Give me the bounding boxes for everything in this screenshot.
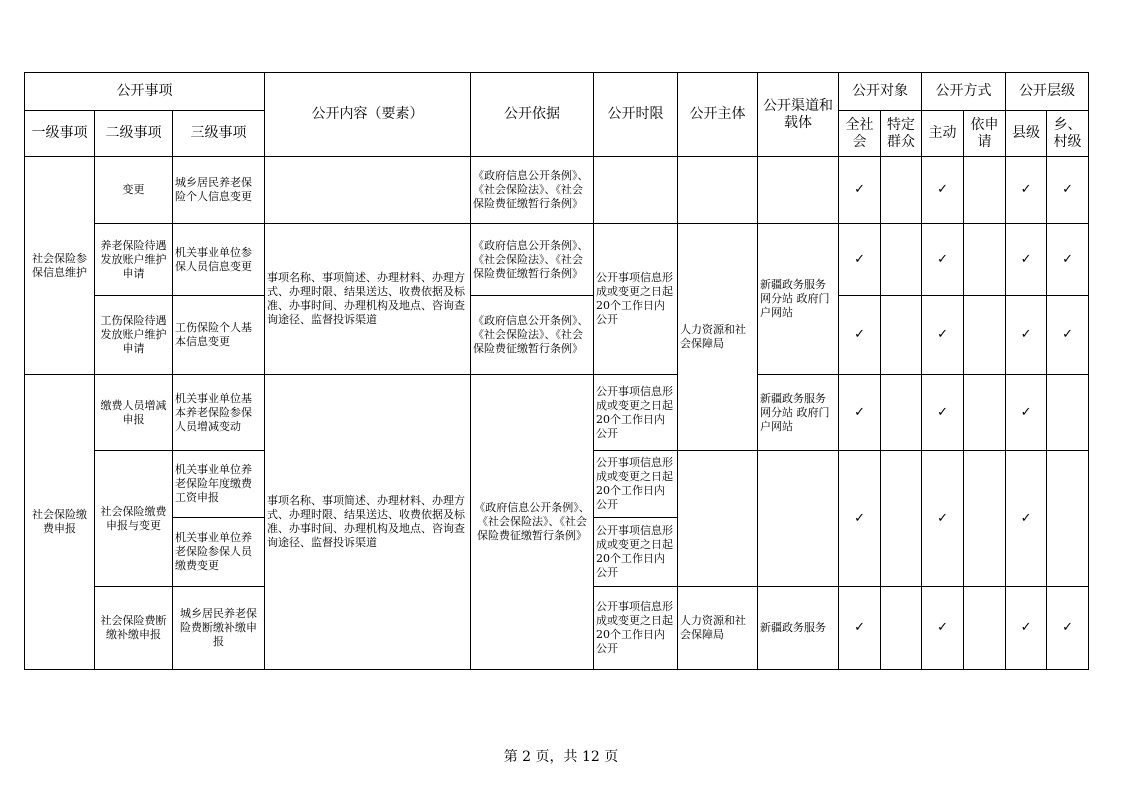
zhuti-cell: 人力资源和社会保障局	[678, 224, 758, 451]
level1-cell: 社会保险缴费申报	[25, 375, 95, 670]
shixian-cell: 公开事项信息形成或变更之日起20个工作日内公开	[594, 518, 678, 587]
level2-cell: 养老保险待遇发放账户维护申请	[95, 224, 173, 296]
neirong-cell: 事项名称、事项简述、办理材料、办理方式、办理时限、结果送达、收费依据及标准、办事时间、办理机构及地点、咨询查询途径、监督投诉渠道	[265, 224, 471, 375]
header-erji: 二级事项	[95, 111, 173, 157]
header-yiju: 公开依据	[471, 73, 594, 157]
check-mark: ✓	[1006, 296, 1047, 375]
qudao-cell	[758, 451, 839, 587]
shixian-cell: 公开事项信息形成或变更之日起20个工作日内公开	[594, 451, 678, 518]
header-zhudong: 主动	[922, 111, 964, 157]
header-cengji: 公开层级	[1006, 73, 1089, 111]
header-teding: 特定群众	[881, 111, 922, 157]
empty-cell	[964, 587, 1006, 670]
empty-cell	[881, 375, 922, 451]
zhuti-cell	[678, 157, 758, 224]
zhuti-cell: 人力资源和社会保障局	[678, 587, 758, 670]
shixian-cell	[594, 157, 678, 224]
header-sanji: 三级事项	[173, 111, 265, 157]
check-mark: ✓	[1047, 587, 1089, 670]
zhuti-cell	[678, 451, 758, 587]
check-mark: ✓	[1006, 375, 1047, 451]
level3-cell: 机关事业单位基本养老保险参保人员增减变动	[173, 375, 265, 451]
header-yiji: 一级事项	[25, 111, 95, 157]
check-mark: ✓	[1006, 587, 1047, 670]
header-quanshehui: 全社会	[839, 111, 881, 157]
check-mark: ✓	[1006, 157, 1047, 224]
yiju-cell: 《政府信息公开条例》、《社会保险法》、《社会保险费征缴暂行条例》	[471, 157, 594, 224]
header-xiangcun: 乡、村级	[1047, 111, 1089, 157]
level2-cell: 缴费人员增减申报	[95, 375, 173, 451]
check-mark: ✓	[922, 451, 964, 587]
empty-cell	[1047, 375, 1089, 451]
header-yishenqing: 依申请	[964, 111, 1006, 157]
level3-cell: 机关事业单位参保人员信息变更	[173, 224, 265, 296]
check-mark: ✓	[1047, 296, 1089, 375]
neirong-cell	[265, 157, 471, 224]
level3-cell: 城乡居民养老保险个人信息变更	[173, 157, 265, 224]
header-shixian: 公开时限	[594, 73, 678, 157]
qudao-cell: 新疆政务服务	[758, 587, 839, 670]
check-mark: ✓	[1047, 157, 1089, 224]
qudao-cell: 新疆政务服务网分站 政府门户网站	[758, 224, 839, 375]
empty-cell	[964, 296, 1006, 375]
yiju-cell: 《政府信息公开条例》、《社会保险法》、《社会保险费征缴暂行条例》	[471, 375, 594, 670]
empty-cell	[964, 224, 1006, 296]
check-mark: ✓	[839, 587, 881, 670]
level2-cell: 变更	[95, 157, 173, 224]
level3-cell: 机关事业单位养老保险参保人员缴费变更	[173, 518, 265, 587]
qudao-cell: 新疆政务服务网分站 政府门户网站	[758, 375, 839, 451]
level2-cell: 社会保险缴费申报与变更	[95, 451, 173, 587]
empty-cell	[881, 587, 922, 670]
header-gongkai-shixiang: 公开事项	[25, 73, 265, 111]
check-mark: ✓	[839, 375, 881, 451]
check-mark: ✓	[922, 375, 964, 451]
empty-cell	[964, 451, 1006, 587]
header-xianji: 县级	[1006, 111, 1047, 157]
page-number: 第 2 页，共 12 页	[503, 749, 619, 765]
shixian-cell: 公开事项信息形成或变更之日起20个工作日内公开	[594, 224, 678, 375]
shixian-cell: 公开事项信息形成或变更之日起20个工作日内公开	[594, 587, 678, 670]
qudao-cell	[758, 157, 839, 224]
level2-cell: 工伤保险待遇发放账户维护申请	[95, 296, 173, 375]
level3-cell: 工伤保险个人基本信息变更	[173, 296, 265, 375]
check-mark: ✓	[1006, 224, 1047, 296]
check-mark: ✓	[922, 296, 964, 375]
disclosure-table	[24, 72, 1089, 670]
empty-cell	[964, 157, 1006, 224]
header-fangshi: 公开方式	[922, 73, 1006, 111]
shixian-cell: 公开事项信息形成或变更之日起20个工作日内公开	[594, 375, 678, 451]
check-mark: ✓	[922, 224, 964, 296]
check-mark: ✓	[922, 587, 964, 670]
empty-cell	[964, 375, 1006, 451]
empty-cell	[1047, 451, 1089, 587]
yiju-cell: 《政府信息公开条例》、《社会保险法》、《社会保险费征缴暂行条例》	[471, 296, 594, 375]
header-duixiang: 公开对象	[839, 73, 922, 111]
level1-cell: 社会保险参保信息维护	[25, 157, 95, 375]
check-mark: ✓	[1006, 451, 1047, 587]
header-neirong: 公开内容（要素）	[265, 73, 471, 157]
check-mark: ✓	[839, 296, 881, 375]
empty-cell	[881, 451, 922, 587]
check-mark: ✓	[839, 157, 881, 224]
header-qudao: 公开渠道和载体	[758, 73, 839, 157]
check-mark: ✓	[839, 224, 881, 296]
level2-cell: 社会保险费断缴补缴申报	[95, 587, 173, 670]
check-mark: ✓	[839, 451, 881, 587]
header-zhuti: 公开主体	[678, 73, 758, 157]
neirong-cell: 事项名称、事项简述、办理材料、办理方式、办理时限、结果送达、收费依据及标准、办事时间、办理机构及地点、咨询查询途径、监督投诉渠道	[265, 375, 471, 670]
check-mark: ✓	[1047, 224, 1089, 296]
check-mark: ✓	[922, 157, 964, 224]
empty-cell	[881, 224, 922, 296]
empty-cell	[881, 296, 922, 375]
level3-cell: 机关事业单位养老保险年度缴费工资申报	[173, 451, 265, 518]
level3-cell: 城乡居民养老保险费断缴补缴申报	[173, 587, 265, 670]
empty-cell	[881, 157, 922, 224]
yiju-cell: 《政府信息公开条例》、《社会保险法》、《社会保险费征缴暂行条例》	[471, 224, 594, 296]
